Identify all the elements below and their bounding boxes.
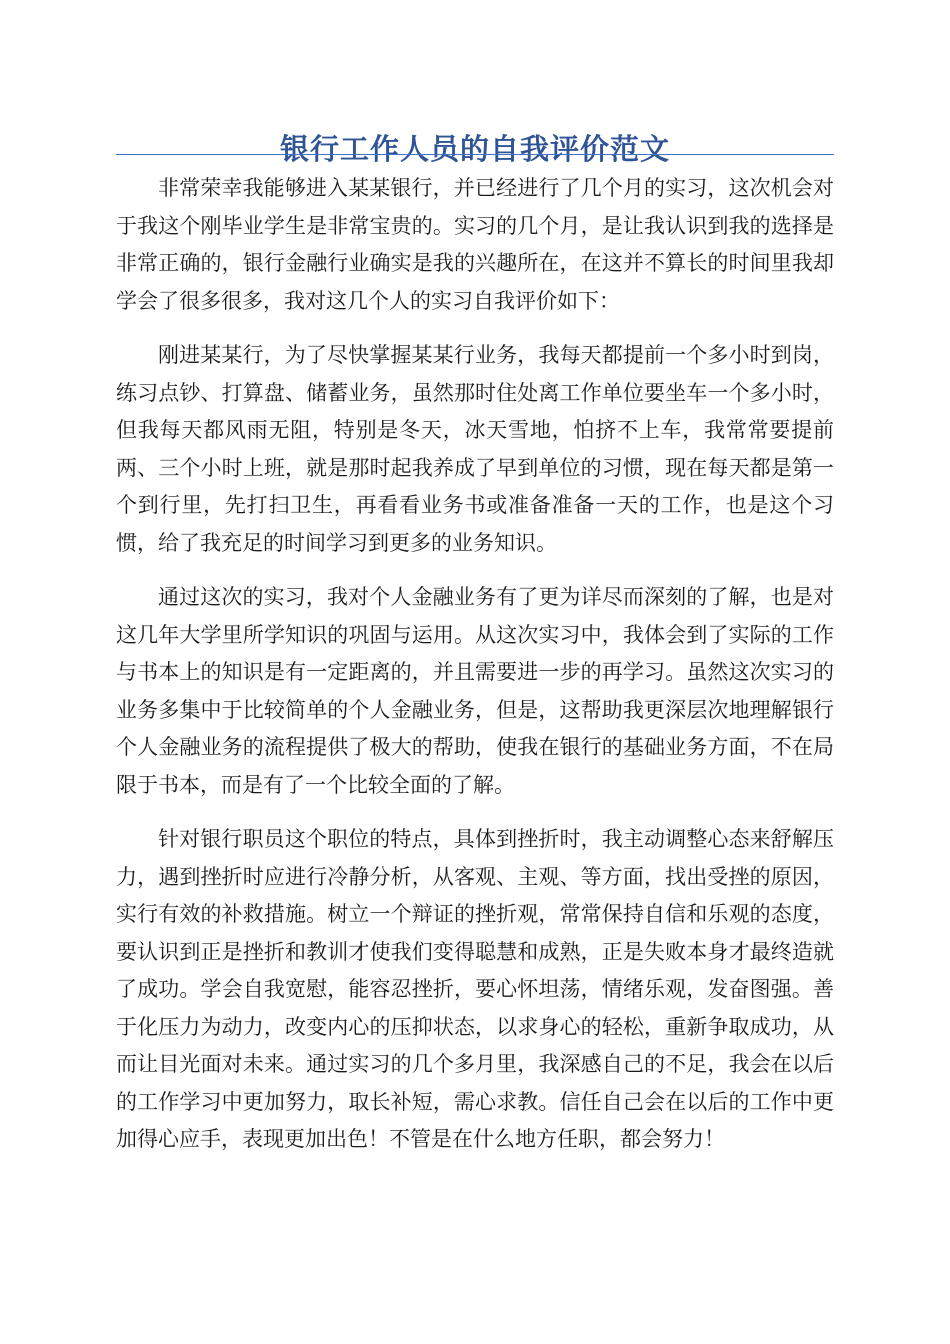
document-title: 银行工作人员的自我评价范文 xyxy=(279,132,670,167)
paragraph-intro: 非常荣幸我能够进入某某银行，并已经进行了几个月的实习，这次机会对于我这个刚毕业学生是非常宝贵的。实习的几个月，是让我认识到我的选择是非常正确的，银行金融行业确实是我的兴趣所在，在这并不算长的时间里我却学会了很多很多，我对这几个人的实习自我评价如下： xyxy=(116,176,834,313)
paragraph-handling-setbacks: 针对银行职员这个职位的特点，具体到挫折时，我主动调整心态来舒解压力，遇到挫折时应进行冷静分析，从客观、主观、等方面，找出受挫的原因，实行有效的补救措施。树立一个辩证的挫折观，常常保持自信和乐观的态度，要认识到正是挫折和教训才使我们变得聪慧和成熟，正是失败本身才最终造就了成功。学会自我宽慰，能容忍挫折，要心怀坦荡，情绪乐观，发奋图强。善于化压力为动力，改变内心的压抑状态，以求身心的轻松，重新争取成功，从而让目光面对未来。通过实习的几个多月里，我深感自己的不足，我会在以后的工作学习中更加努力，取长补短，需心求教。信任自己会在以后的工作中更加得心应手，表现更加出色！不管是在什么地方任职，都会努力！ xyxy=(116,827,834,1151)
paragraph-work-habits: 刚进某某行，为了尽快掌握某某行业务，我每天都提前一个多小时到岗，练习点钞、打算盘、储蓄业务，虽然那时住处离工作单位要坐车一个多小时，但我每天都风雨无阻，特别是冬天，冰天雪地，怕挤不上车，我常常要提前两、三个小时上班，就是那时起我养成了早到单位的习惯，现在每天都是第一个到行里，先打扫卫生，再看看业务书或准备准备一天的工作，也是这个习惯，给了我充足的时间学习到更多的业务知识。 xyxy=(116,343,834,555)
paragraph-internship-learning: 通过这次的实习，我对个人金融业务有了更为详尽而深刻的了解，也是对这几年大学里所学知识的巩固与运用。从这次实习中，我体会到了实际的工作与书本上的知识是有一定距离的，并且需要进一步的再学习。虽然这次实习的业务多集中于比较简单的个人金融业务，但是，这帮助我更深层次地理解银行个人金融业务的流程提供了极大的帮助，使我在银行的基础业务方面，不在局限于书本，而是有了一个比较全面的了解。 xyxy=(116,585,834,797)
document-body xyxy=(116,170,834,1159)
title-underline xyxy=(116,154,834,155)
